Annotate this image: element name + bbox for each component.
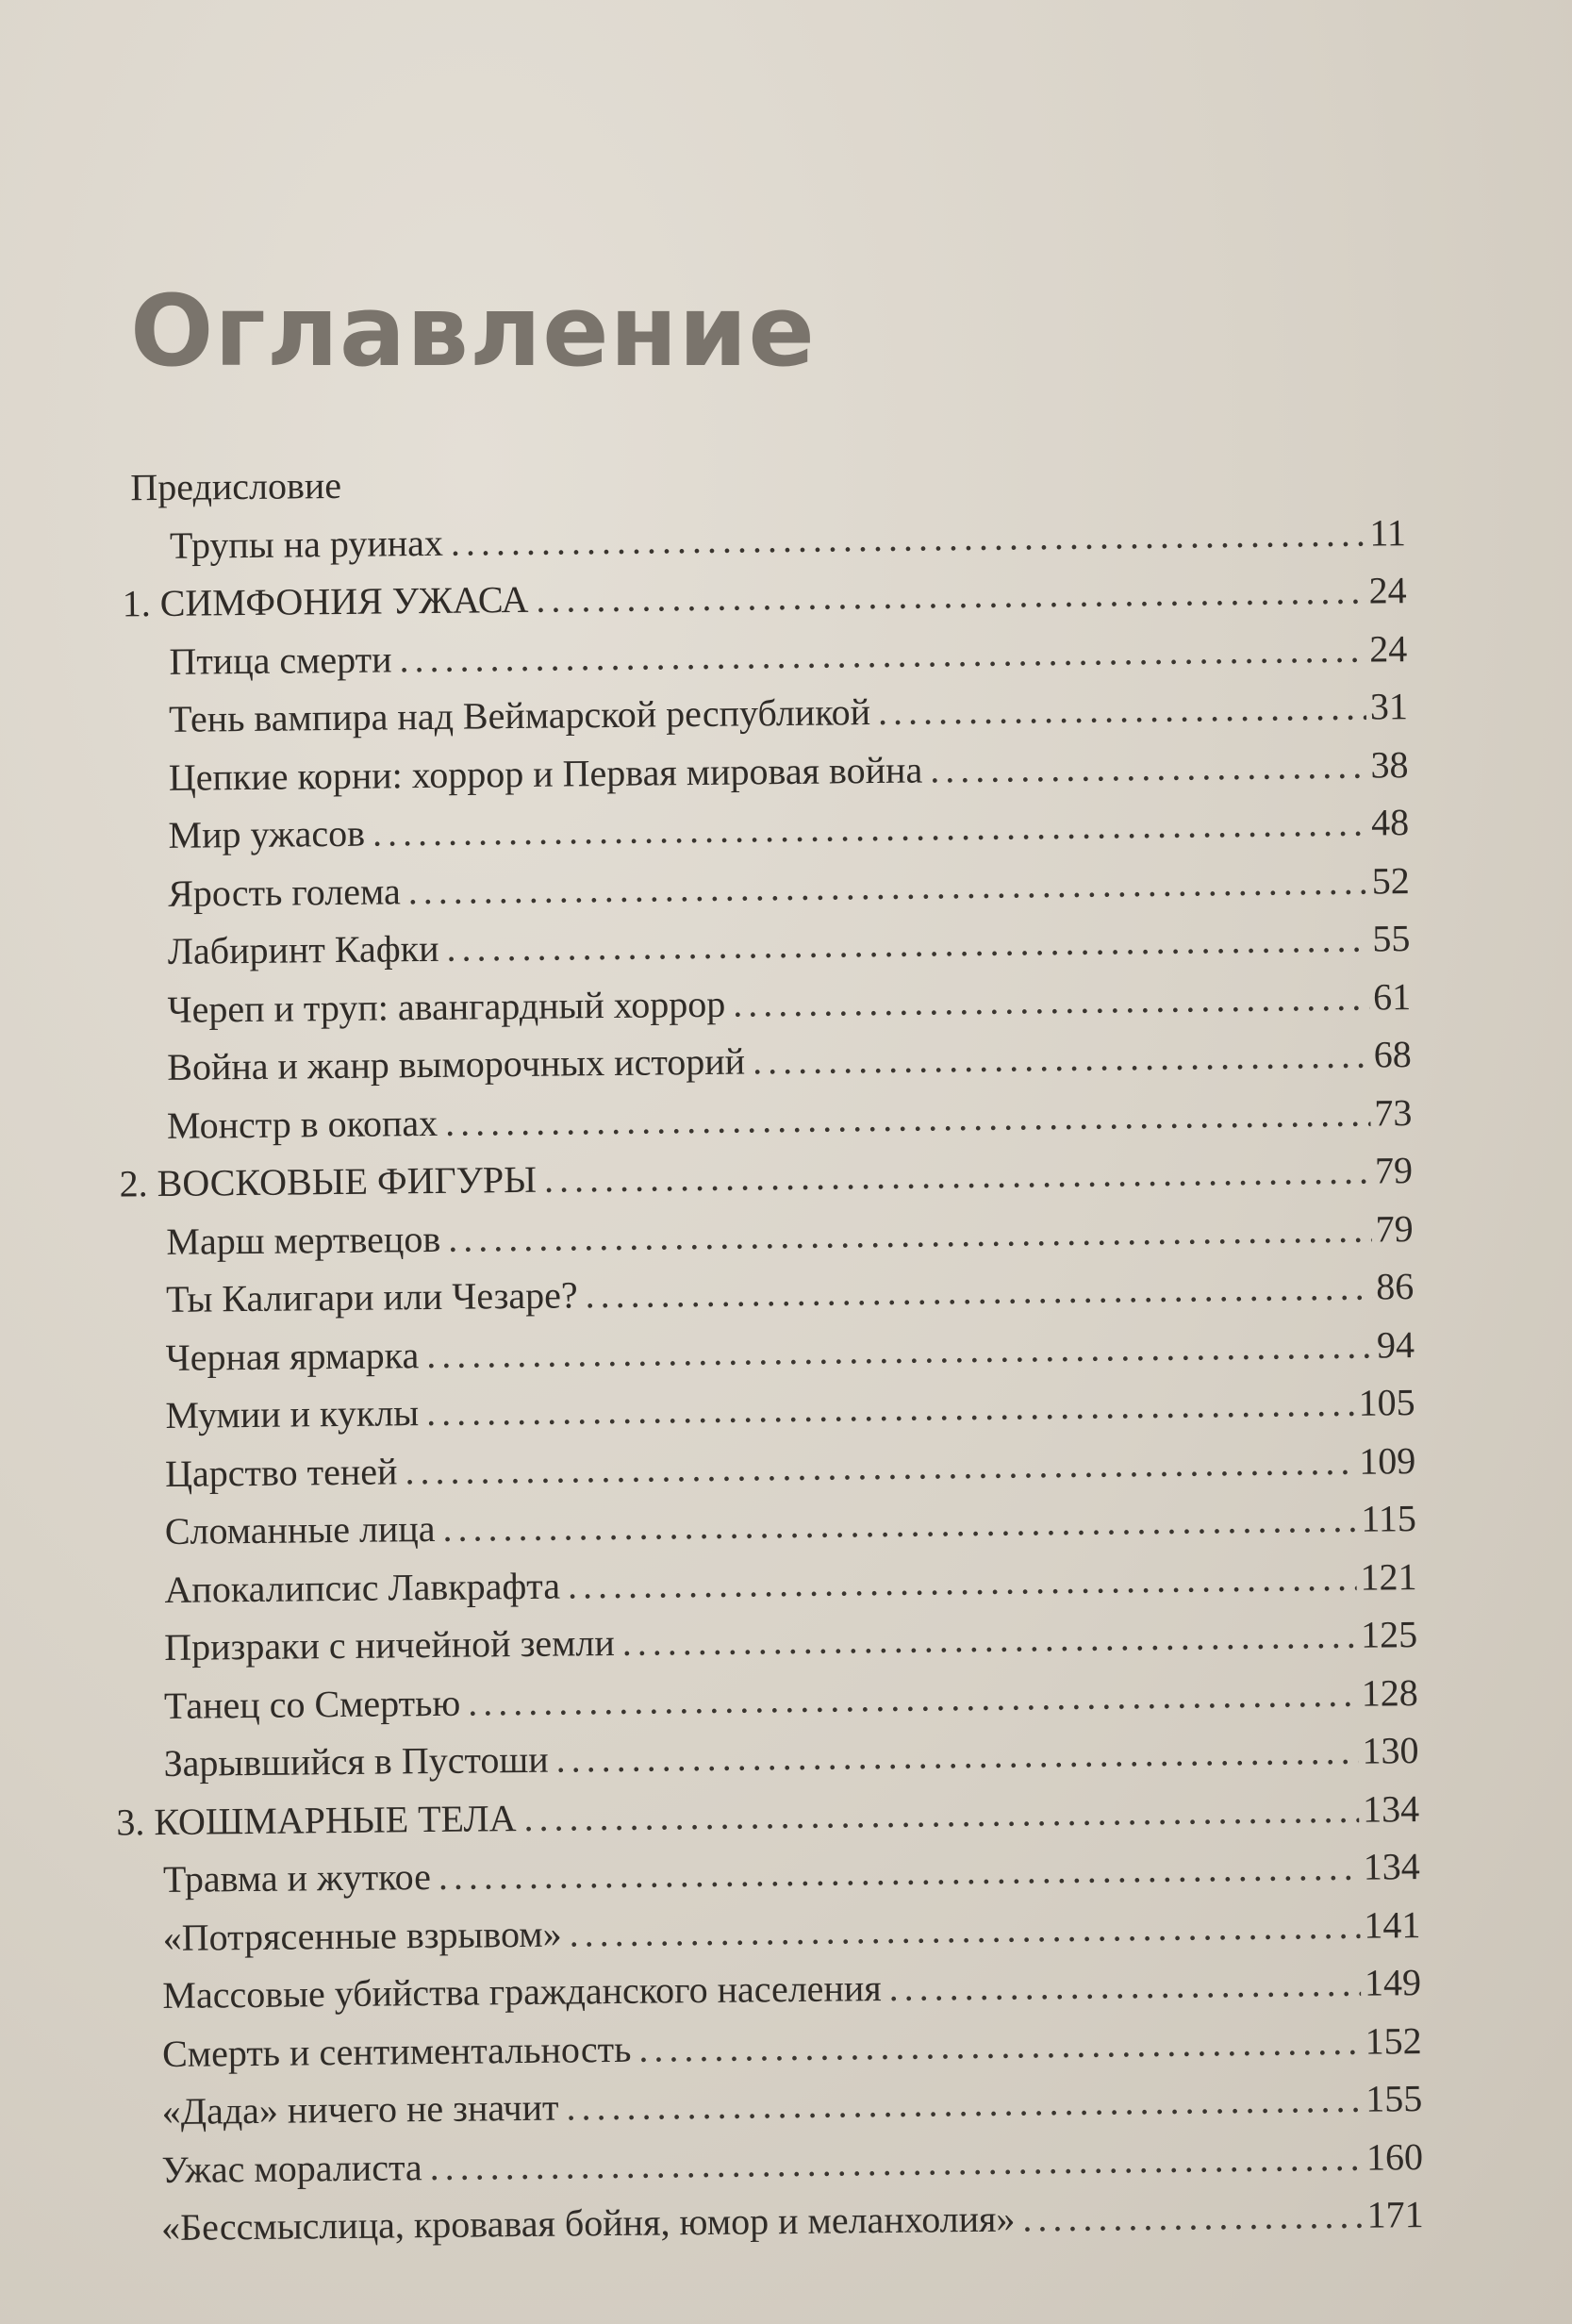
dot-leader	[407, 853, 1368, 920]
toc-entry-title: 2. ВОСКОВЫЕ ФИГУРЫ	[119, 1157, 538, 1205]
dot-leader	[446, 911, 1369, 977]
toc-page-number: 24	[1368, 626, 1408, 671]
toc-entry-title: Сломанные лица	[164, 1506, 436, 1552]
toc-page-number: 115	[1361, 1497, 1417, 1540]
dot-leader	[621, 1607, 1357, 1671]
toc-page-number: 130	[1362, 1729, 1419, 1772]
toc-page-number: 171	[1366, 2193, 1424, 2236]
toc-entry-title: Ужас моралиста	[161, 2145, 422, 2191]
toc-entry-title: Апокалипсис Лавкрафта	[164, 1564, 561, 1611]
toc-section	[161, 2186, 1424, 2256]
toc-page-number: 38	[1370, 742, 1409, 787]
toc-entry-title: Ярость голема	[167, 869, 401, 915]
dot-leader	[544, 1143, 1372, 1208]
toc-entry-title: Трупы на руинах	[169, 521, 444, 567]
dot-leader	[405, 1433, 1355, 1500]
dot-leader	[438, 1839, 1360, 1905]
dot-leader	[585, 1259, 1372, 1324]
toc-entry-title: 1. СИМФОНИЯ УЖАСА	[122, 577, 529, 625]
dot-leader	[442, 1491, 1358, 1557]
dot-leader	[888, 1955, 1361, 2017]
toc-page-number: 73	[1374, 1090, 1413, 1135]
toc-page-number: 125	[1360, 1613, 1418, 1656]
toc-entry-title: Танец со Смертью	[163, 1681, 461, 1727]
dot-leader	[426, 1375, 1355, 1441]
toc-page-number: 68	[1373, 1033, 1412, 1076]
toc-page-number: 128	[1361, 1670, 1419, 1715]
toc-page-number: 105	[1358, 1381, 1415, 1424]
toc-page-number: 109	[1358, 1438, 1416, 1483]
toc-page-number: 134	[1362, 1786, 1420, 1831]
toc-entry-title: Смерть и сентиментальность	[161, 2027, 632, 2075]
toc-entry-title: Лабиринт Кафки	[167, 926, 439, 972]
toc-entry-title: Череп и труп: авангардный хоррор	[167, 982, 726, 1031]
dot-leader	[753, 1027, 1370, 1090]
dot-leader	[566, 2071, 1362, 2136]
dot-leader	[930, 737, 1367, 798]
toc-entry-title: Монстр в окопах	[166, 1101, 439, 1147]
toc-entry-title: Мумии и куклы	[165, 1391, 420, 1436]
dot-leader	[1022, 2187, 1364, 2248]
dot-leader	[445, 1085, 1371, 1151]
toc-page-number: 141	[1364, 1902, 1421, 1947]
toc-entry-title: «Бессмыслица, кровавая бойня, юмор и меланхолия»	[160, 2197, 1016, 2249]
toc-page-number: 121	[1360, 1554, 1417, 1599]
toc-entry-title: Ты Калигари или Чезаре?	[165, 1273, 578, 1320]
toc-page-number: 134	[1363, 1845, 1420, 1888]
toc-entry-title: «Потрясенные взрывом»	[162, 1912, 562, 1959]
dot-leader	[569, 1897, 1360, 1962]
toc-page-number: 86	[1376, 1265, 1415, 1308]
toc-preface-label: Предисловие	[130, 463, 342, 509]
toc-page-number: 79	[1374, 1149, 1414, 1192]
toc-entry-title: Война и жанр выморочных историй	[167, 1039, 746, 1088]
dot-leader	[448, 1201, 1372, 1267]
toc-entry-title: 3. КОШМАРНЫЕ ТЕЛА	[116, 1796, 517, 1844]
toc-entry-title: Птица смерти	[169, 637, 392, 683]
toc-page-number: 155	[1365, 2077, 1423, 2120]
dot-leader	[451, 505, 1366, 571]
toc-entry-title: Марш мертвецов	[166, 1217, 441, 1263]
toc-page-number: 31	[1369, 685, 1409, 728]
dot-leader	[568, 1549, 1357, 1614]
toc-entry-title: Зарывшийся в Пустоши	[163, 1737, 549, 1784]
dot-leader	[523, 1781, 1359, 1846]
toc-entry-title: Черная ярмарка	[165, 1333, 420, 1379]
toc-entry-title: Мир ужасов	[168, 811, 366, 856]
toc-page-number: 79	[1375, 1206, 1414, 1250]
toc-page-number: 11	[1369, 510, 1407, 555]
dot-leader	[536, 563, 1365, 628]
toc-entry-title: Тень вампира над Веймарской республикой	[168, 690, 871, 740]
dot-leader	[878, 679, 1366, 740]
dot-leader	[426, 1317, 1373, 1384]
toc-page-number: 149	[1364, 1961, 1422, 2004]
toc-page-number: 61	[1372, 974, 1412, 1019]
page-title: Оглавление	[130, 274, 816, 389]
toc-page-number: 24	[1368, 569, 1407, 612]
dot-leader	[372, 795, 1368, 862]
toc-entry-title: Травма и жуткое	[162, 1855, 432, 1901]
dot-leader	[429, 2129, 1363, 2195]
dot-leader	[638, 2013, 1362, 2077]
toc-page-number: 48	[1370, 801, 1410, 844]
toc-page-number: 52	[1371, 858, 1411, 903]
toc-page-number: 160	[1365, 2134, 1424, 2179]
dot-leader	[555, 1723, 1358, 1788]
toc-page-number: 94	[1376, 1322, 1415, 1366]
toc-entry-title: Призраки с ничейной земли	[163, 1620, 616, 1668]
dot-leader	[399, 621, 1365, 688]
toc-page-number: 55	[1372, 917, 1411, 960]
toc-entry-title: «Дада» ничего не значит	[161, 2085, 559, 2133]
dot-leader	[733, 969, 1369, 1032]
dot-leader	[468, 1665, 1358, 1731]
toc-page-number: 152	[1365, 2018, 1422, 2063]
toc-entry-title: Царство теней	[164, 1449, 398, 1495]
toc-entry-title: Цепкие корни: хоррор и Первая мировая война	[168, 748, 923, 799]
toc-entry-title: Массовые убийства гражданского населения	[162, 1967, 882, 2017]
